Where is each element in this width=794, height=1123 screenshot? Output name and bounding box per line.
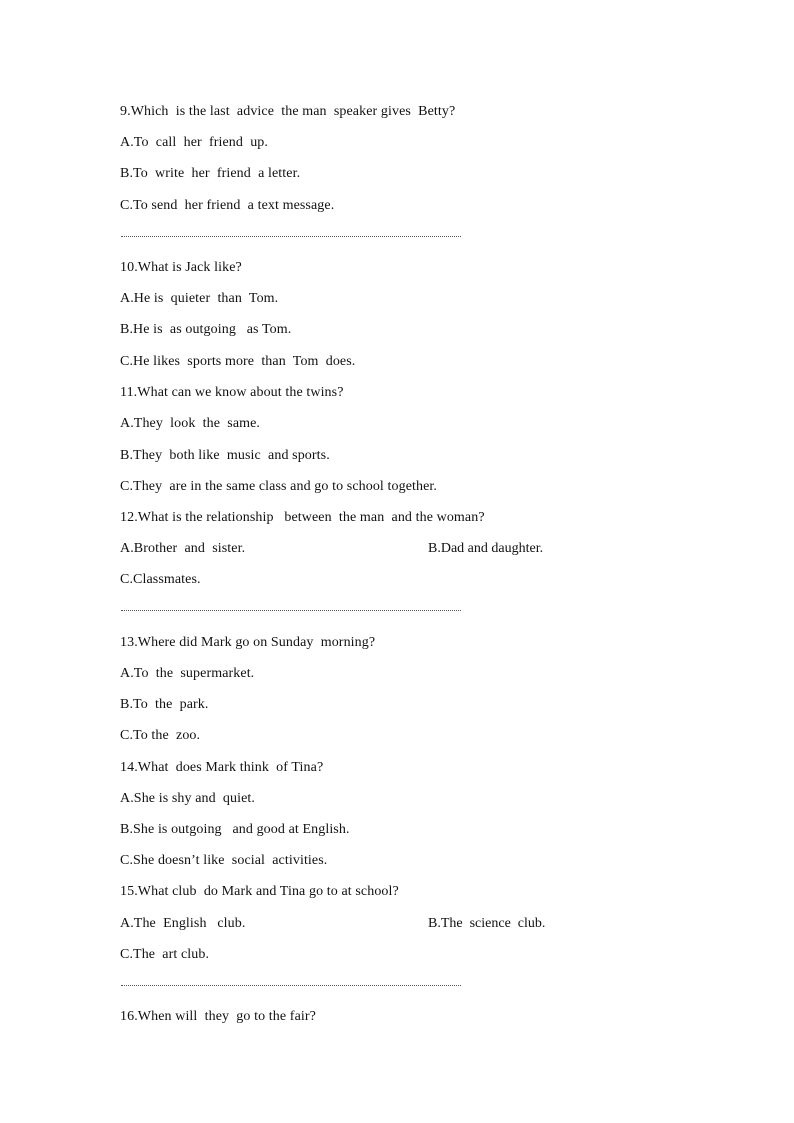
question-9: 9.Which is the last advice the man speaker gives Betty?: [120, 104, 456, 119]
question-15-option-a: A.The English club.: [120, 916, 246, 931]
question-13: 13.Where did Mark go on Sunday morning?: [120, 635, 376, 650]
question-9-option-b: B.To write her friend a letter.: [120, 166, 301, 181]
question-10: 10.What is Jack like?: [120, 260, 242, 275]
question-14-option-b: B.She is outgoing and good at English.: [120, 822, 350, 837]
question-14-option-a: A.She is shy and quiet.: [120, 791, 256, 806]
question-10-option-a: A.He is quieter than Tom.: [120, 291, 279, 306]
question-10-option-c: C.He likes sports more than Tom does.: [120, 354, 356, 369]
section-divider: [121, 985, 461, 986]
section-divider: [121, 610, 461, 611]
question-11-option-a: A.They look the same.: [120, 416, 261, 431]
question-11: 11.What can we know about the twins?: [120, 385, 344, 400]
question-13-option-b: B.To the park.: [120, 697, 209, 712]
question-16: 16.When will they go to the fair?: [120, 1009, 316, 1024]
question-12: 12.What is the relationship between the man and the woman?: [120, 510, 485, 525]
section-divider: [121, 236, 461, 237]
question-9-option-a: A.To call her friend up.: [120, 135, 268, 150]
question-15-option-b: B.The science club.: [428, 916, 546, 931]
question-10-option-b: B.He is as outgoing as Tom.: [120, 322, 292, 337]
question-12-option-c: C.Classmates.: [120, 572, 201, 587]
question-14-option-c: C.She doesn’t like social activities.: [120, 853, 328, 868]
question-9-option-c: C.To send her friend a text message.: [120, 198, 335, 213]
question-15-option-c: C.The art club.: [120, 947, 210, 962]
question-12-option-b: B.Dad and daughter.: [428, 541, 544, 556]
question-15: 15.What club do Mark and Tina go to at school?: [120, 884, 399, 899]
question-11-option-b: B.They both like music and sports.: [120, 448, 330, 463]
question-13-option-c: C.To the zoo.: [120, 728, 201, 743]
question-12-option-a: A.Brother and sister.: [120, 541, 246, 556]
question-13-option-a: A.To the supermarket.: [120, 666, 255, 681]
question-14: 14.What does Mark think of Tina?: [120, 760, 324, 775]
question-11-option-c: C.They are in the same class and go to school together.: [120, 479, 438, 494]
